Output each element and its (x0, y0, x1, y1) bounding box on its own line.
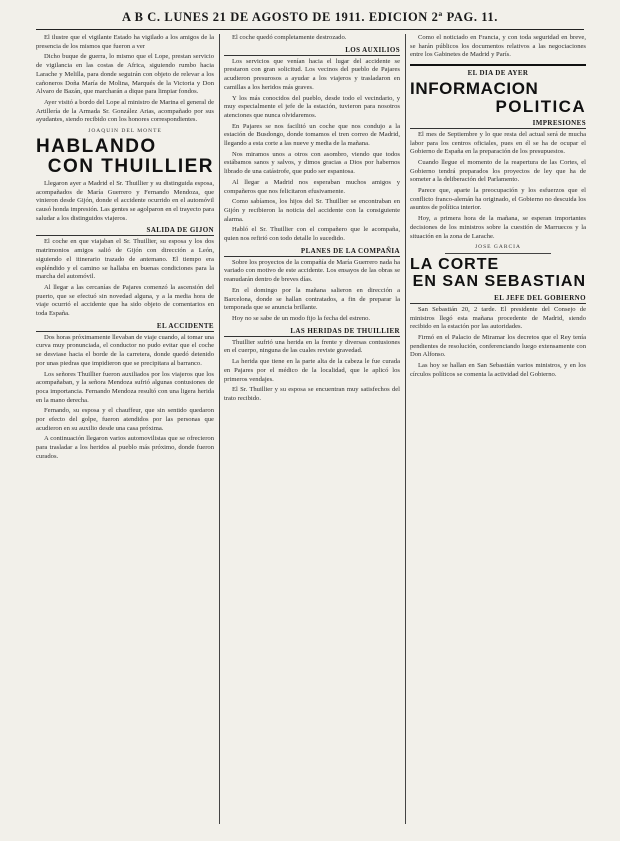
column-2 (224, 34, 400, 824)
column-3 (410, 34, 586, 824)
column-rule-2 (405, 34, 406, 824)
article-paragraph: Habló el Sr. Thuillier con el compañero que le acompaña, quien nos refirió con todo detalle lo sucedido. (224, 226, 400, 243)
article-paragraph: Nos miramos unos a otros con asombro, viendo que todos estábamos sanos y salvos, y dimos gracias a Dios por habernos librado de una catástrofe, que pudo ser espantosa. (224, 150, 400, 176)
article-paragraph: A continuación llegaron varios automovilistas que se ofrecieron para trasladar a los heridos al pueblo más próximo, donde fueron curados. (36, 435, 214, 460)
article-paragraph: Como sabíamos, los hijos del Sr. Thuillier se encontraban en Gijón y recibieron la noticia del accidente con la consiguiente alarma. (224, 198, 400, 223)
intro-paragraph: Dicho buque de guerra, lo mismo que el Lope, prestan servicio de vigilancia en las costas de Africa, siguiendo rumbo hacia Larache y Melilla, para donde seguirán con objeto de relevar a los cañoneros Doña María de Molina, Marqués de la Victoria y Don Alvaro de Bazán, que marcharán a dique para limpiar fondos. (36, 53, 214, 96)
article-paragraph: El Sr. Thuillier y su esposa se encuentran muy satisfechos del trato recibido. (224, 386, 400, 402)
subheading: IMPRESIONES (410, 119, 586, 129)
subheading: LOS AUXILIOS (224, 46, 400, 56)
headline-la-corte (410, 257, 586, 291)
article-paragraph: En Pajares se nos facilitó un coche que nos condujo a la estación de Busdongo, donde tomamos el tren correo de Madrid, llegando a esta corte a las nueve y media de la mañana. (224, 122, 400, 148)
article-paragraph: Y los más conocidos del pueblo, desde todo el vecindario, y muy especialmente el jefe de la estación, tuvieron para nosotros atenciones que nunca olvidaremos. (224, 94, 400, 119)
article-paragraph: Hoy no se sabe de un modo fijo la fecha del estreno. (232, 314, 371, 322)
article-paragraph: Al llegar a las cercanías de Pajares comenzó la ascensión del puerto, que se efectuó sin novedad alguna, y a la media hora de viaje ocurrió el accidente que ha sido objeto de comentarios en toda España. (36, 283, 214, 318)
article-paragraph: El coche quedó completamente destrozado. (232, 34, 347, 41)
article-paragraph: Cuando llegue el momento de la reapertura de las Cortes, el Gobierno tendrá preparados los proyectos de ley que ha de someter a la deliberación del Parlamento. (410, 158, 586, 184)
article-paragraph: Las hoy se hallan en San Sebastián varios ministros, y en los círculos políticos se comenta la actividad del Gobierno. (410, 362, 586, 378)
article-paragraph: Al llegar a Madrid nos esperaban muchos amigos y compañeros que nos felicitaron efusivamente. (224, 178, 400, 195)
intro-paragraph: El ilustre que el vigilante Estado ha vigilado a los amigos de la presencia de los mismos que fueron a ver (36, 34, 214, 50)
headline-informacion-politica (410, 80, 586, 116)
intro-paragraph: Ayer visitó a bordo del Lope al ministro de Marina el general de Artillería de la Armada Sr. González Arias, acompañado por sus ayudantes, siendo recibido con los honores correspondientes. (36, 98, 214, 124)
article-paragraph: Los servicios que venían hacia el lugar del accidente se prestaron con gran solicitud. Los vecinos del pueblo de Pajares acudieron presurosos a ayudar a los viajeros y trasladaron en camillas a los heridos más graves. (224, 57, 400, 91)
article-paragraph: La herida que tiene en la parte alta de la cabeza le fue curada en Pajares por el médico de la localidad, que le aplicó los primeros vendajes. (224, 358, 400, 383)
divider (445, 253, 551, 254)
article-paragraph: Firmó en el Palacio de Miramar los decretos que el Rey tenía pendientes de resolución, conferenciando luego extensamente con Don Alfonso. (410, 333, 586, 359)
article-paragraph: Dos horas próximamente llevaban de viaje cuando, al tomar una curva muy pronunciada, el conductor no pudo evitar que el coche se desviase hacia el borde de la carretera, donde quedó detenido por unas piedras que impidieron que se precipitara al barranco. (36, 333, 214, 367)
subheading: EL ACCIDENTE (36, 322, 214, 332)
article-paragraph: Como el noticiado en Francia, y con toda seguridad en breve, se harán públicos los documentos relativos a las negociaciones entre los Gabinetes de Madrid y París. (410, 34, 586, 59)
article-paragraph: Thuillier sufrió una herida en la frente y diversas contusiones en el cuerpo, ninguna de las cuales reviste gravedad. (224, 338, 400, 355)
headline-hablando (36, 137, 214, 177)
subheading: PLANES DE LA COMPAÑIA (224, 247, 400, 257)
column-rule-1 (219, 34, 220, 824)
subheading: SALIDA DE GIJON (36, 226, 214, 236)
subheading: LAS HERIDAS DE THUILLIER (224, 327, 400, 337)
section-label: EL DIA DE AYER (467, 69, 529, 78)
header-rule (36, 29, 584, 30)
headline-line: CON THUILLIER (47, 155, 214, 177)
subheading: EL JEFE DEL GOBIERNO (410, 294, 586, 304)
headline-line: HABLANDO (36, 136, 157, 158)
headline-line: EN SAN SEBASTIAN (412, 273, 586, 291)
article-paragraph: Los señores Thuillier fueron auxiliados por los viajeros que los acompañaban, y la señora Mendoza sufrió algunas contusiones de poca importancia. Fernando Mendoza resultó con una ligera herida en la mano derecha. (36, 370, 214, 404)
article-paragraph: San Sebastián 20, 2 tarde. El presidente del Consejo de ministros llegó esta mañana procedente de Madrid, siendo recibido en la estación por las autoridades. (410, 305, 586, 331)
headline-line: INFORMACION (410, 79, 539, 99)
article-paragraph: En el domingo por la mañana salieron en dirección a Barcelona, donde se hallan contratados, a fin de preparar la temporada que se anuncia brillante. (224, 286, 400, 312)
article-paragraph: Llegaron ayer a Madrid el Sr. Thuillier y su distinguida esposa, acompañados de María Guerrero y Fernando Mendoza, que vinieron desde Gijón, donde el accidente ocurrido en el automóvil causó honda impresión. Las gentes se agolparon en el trayecto para saludar a los distinguidos viajeros. (36, 179, 214, 222)
article-paragraph: Fernando, su esposa y el chauffeur, que sin sentido quedaron por efecto del golpe, fueron atendidos por las personas que acudieron en su auxilio desde una casa próxima. (36, 407, 214, 432)
headline-line: LA CORTE (410, 256, 500, 274)
article-paragraph: El coche en que viajaban el Sr. Thuillier, su esposa y los dos matrimonios amigos salió de Gijón con dirección a León, siguiendo el itinerario trazado de antemano. El tiempo era espléndido y el camino se hallaba en buenas condiciones para la marcha del automóvil. (36, 238, 214, 281)
article-paragraph: Parece que, aparte la preocupación y los esfuerzos que el conflicto franco-alemán ha originado, el Gobierno no descuida los asuntos de política interior. (410, 187, 586, 212)
section-rule (410, 64, 586, 66)
article-paragraph: Hoy, a primera hora de la mañana, se esperan importantes decisiones de los ministros sobre la cuestión de Marruecos y la situación en la zona de Larache. (410, 215, 586, 240)
column-1 (36, 34, 214, 824)
article-paragraph: Sobre los proyectos de la compañía de María Guerrero nada ha variado con motivo de este accidente. Los ensayos de las obras se reanudarán dentro de breves días. (224, 258, 400, 284)
byline: JOSE GARCIA (475, 244, 521, 251)
headline-line: POLITICA (495, 96, 586, 116)
byline: JOAQUIN DEL MONTE (88, 128, 162, 135)
article-paragraph: El mes de Septiembre y lo que resta del actual será de mucha labor para los centros oficiales, pues en él se ha de ocupar el Gobierno de España en la preparación de los presupuestos. (410, 130, 586, 156)
page-header: A B C. LUNES 21 DE AGOSTO DE 1911. EDICION 2ª PAG. 11. (121, 10, 499, 24)
